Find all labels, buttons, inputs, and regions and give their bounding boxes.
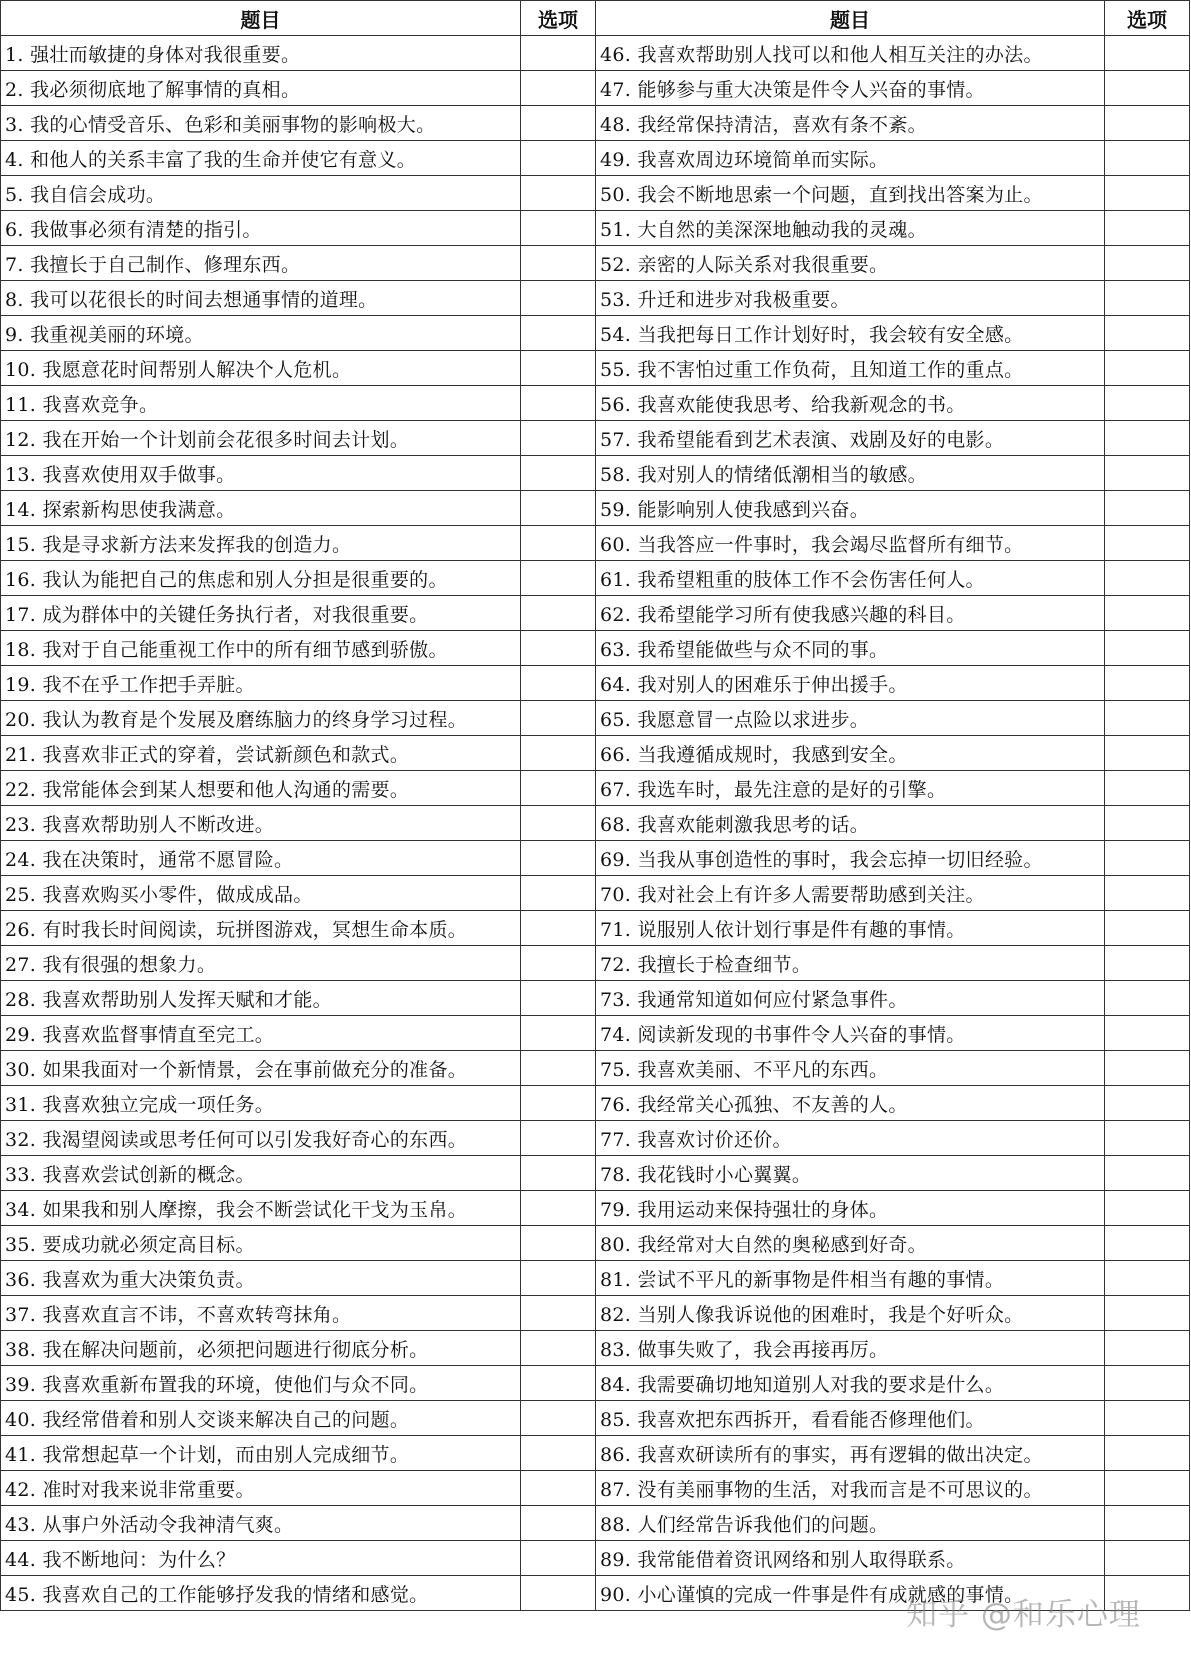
question-text: 29. 我喜欢监督事情直至完工。: [1, 1016, 521, 1051]
table-row: [1, 1261, 1190, 1296]
table-row: [1, 1051, 1190, 1086]
option-cell[interactable]: [1105, 1121, 1190, 1156]
question-text: 88. 人们经常告诉我他们的问题。: [596, 1506, 1105, 1541]
option-cell[interactable]: [521, 141, 596, 176]
table-row: [1, 1436, 1190, 1471]
question-text: 75. 我喜欢美丽、不平凡的东西。: [596, 1051, 1105, 1086]
table-row: [1, 876, 1190, 911]
option-cell[interactable]: [1105, 1191, 1190, 1226]
table-row: [1, 491, 1190, 526]
question-text: 37. 我喜欢直言不讳，不喜欢转弯抹角。: [1, 1296, 521, 1331]
option-cell[interactable]: [1105, 316, 1190, 351]
table-row: [1, 701, 1190, 736]
question-text: 39. 我喜欢重新布置我的环境，使他们与众不同。: [1, 1366, 521, 1401]
option-cell[interactable]: [521, 1016, 596, 1051]
question-text: 38. 我在解决问题前，必须把问题进行彻底分析。: [1, 1331, 521, 1366]
option-cell[interactable]: [521, 246, 596, 281]
question-text: 74. 阅读新发现的书事件令人兴奋的事情。: [596, 1016, 1105, 1051]
question-text: 5. 我自信会成功。: [1, 176, 521, 211]
option-cell[interactable]: [521, 1121, 596, 1156]
question-text: 41. 我常想起草一个计划，而由别人完成细节。: [1, 1436, 521, 1471]
option-cell[interactable]: [521, 526, 596, 561]
header-option-right: 选项: [1105, 1, 1190, 36]
table-row: [1, 141, 1190, 176]
question-text: 43. 从事户外活动令我神清气爽。: [1, 1506, 521, 1541]
table-row: [1, 1471, 1190, 1506]
option-cell[interactable]: [521, 1401, 596, 1436]
option-cell[interactable]: [1105, 1541, 1190, 1576]
question-text: 4. 和他人的关系丰富了我的生命并使它有意义。: [1, 141, 521, 176]
option-cell[interactable]: [1105, 981, 1190, 1016]
question-text: 2. 我必须彻底地了解事情的真相。: [1, 71, 521, 106]
question-text: 55. 我不害怕过重工作负荷，且知道工作的重点。: [596, 351, 1105, 386]
option-cell[interactable]: [1105, 1366, 1190, 1401]
question-text: 45. 我喜欢自己的工作能够抒发我的情绪和感觉。: [1, 1576, 521, 1611]
question-text: 21. 我喜欢非正式的穿着，尝试新颜色和款式。: [1, 736, 521, 771]
question-text: 42. 准时对我来说非常重要。: [1, 1471, 521, 1506]
option-cell[interactable]: [1105, 561, 1190, 596]
table-row: [1, 981, 1190, 1016]
option-cell[interactable]: [521, 1156, 596, 1191]
option-cell[interactable]: [521, 1366, 596, 1401]
question-text: 64. 我对别人的困难乐于伸出援手。: [596, 666, 1105, 701]
option-cell[interactable]: [1105, 1156, 1190, 1191]
table-row: [1, 246, 1190, 281]
option-cell[interactable]: [521, 1261, 596, 1296]
question-text: 26. 有时我长时间阅读，玩拼图游戏，冥想生命本质。: [1, 911, 521, 946]
option-cell[interactable]: [1105, 701, 1190, 736]
option-cell[interactable]: [1105, 246, 1190, 281]
option-cell[interactable]: [521, 841, 596, 876]
question-text: 44. 我不断地问：为什么？: [1, 1541, 521, 1576]
option-cell[interactable]: [1105, 666, 1190, 701]
question-text: 34. 如果我和别人摩擦，我会不断尝试化干戈为玉帛。: [1, 1191, 521, 1226]
option-cell[interactable]: [1105, 1086, 1190, 1121]
option-cell[interactable]: [1105, 1261, 1190, 1296]
question-text: 61. 我希望粗重的肢体工作不会伤害任何人。: [596, 561, 1105, 596]
option-cell[interactable]: [521, 421, 596, 456]
option-cell[interactable]: [1105, 491, 1190, 526]
question-text: 52. 亲密的人际关系对我很重要。: [596, 246, 1105, 281]
question-text: 49. 我喜欢周边环境简单而实际。: [596, 141, 1105, 176]
option-cell[interactable]: [521, 561, 596, 596]
option-cell[interactable]: [1105, 946, 1190, 981]
option-cell[interactable]: [521, 1086, 596, 1121]
option-cell[interactable]: [1105, 1576, 1190, 1611]
question-text: 9. 我重视美丽的环境。: [1, 316, 521, 351]
question-text: 40. 我经常借着和别人交谈来解决自己的问题。: [1, 1401, 521, 1436]
option-cell[interactable]: [1105, 806, 1190, 841]
option-cell[interactable]: [1105, 1331, 1190, 1366]
question-text: 59. 能影响别人使我感到兴奋。: [596, 491, 1105, 526]
question-text: 53. 升迁和进步对我极重要。: [596, 281, 1105, 316]
question-text: 57. 我希望能看到艺术表演、戏剧及好的电影。: [596, 421, 1105, 456]
option-cell[interactable]: [1105, 526, 1190, 561]
option-cell[interactable]: [1105, 1051, 1190, 1086]
table-row: [1, 211, 1190, 246]
question-text: 81. 尝试不平凡的新事物是件相当有趣的事情。: [596, 1261, 1105, 1296]
option-cell[interactable]: [521, 631, 596, 666]
option-cell[interactable]: [521, 736, 596, 771]
option-cell[interactable]: [521, 316, 596, 351]
option-cell[interactable]: [521, 176, 596, 211]
table-row: [1, 806, 1190, 841]
option-cell[interactable]: [521, 876, 596, 911]
table-row: [1, 36, 1190, 71]
question-text: 47. 能够参与重大决策是件令人兴奋的事情。: [596, 71, 1105, 106]
question-text: 27. 我有很强的想象力。: [1, 946, 521, 981]
option-cell[interactable]: [1105, 1016, 1190, 1051]
option-cell[interactable]: [1105, 876, 1190, 911]
question-text: 65. 我愿意冒一点险以求进步。: [596, 701, 1105, 736]
question-text: 71. 说服别人依计划行事是件有趣的事情。: [596, 911, 1105, 946]
option-cell[interactable]: [1105, 1401, 1190, 1436]
question-text: 80. 我经常对大自然的奥秘感到好奇。: [596, 1226, 1105, 1261]
question-text: 73. 我通常知道如何应付紧急事件。: [596, 981, 1105, 1016]
option-cell[interactable]: [1105, 1296, 1190, 1331]
option-cell[interactable]: [1105, 911, 1190, 946]
question-text: 35. 要成功就必须定高目标。: [1, 1226, 521, 1261]
table-row: [1, 1191, 1190, 1226]
option-cell[interactable]: [521, 1191, 596, 1226]
option-cell[interactable]: [521, 386, 596, 421]
option-cell[interactable]: [521, 456, 596, 491]
option-cell[interactable]: [521, 491, 596, 526]
option-cell[interactable]: [1105, 351, 1190, 386]
table-row: [1, 386, 1190, 421]
option-cell[interactable]: [1105, 736, 1190, 771]
option-cell[interactable]: [1105, 841, 1190, 876]
question-text: 87. 没有美丽事物的生活，对我而言是不可思议的。: [596, 1471, 1105, 1506]
table-row: [1, 106, 1190, 141]
option-cell[interactable]: [1105, 771, 1190, 806]
question-text: 10. 我愿意花时间帮别人解决个人危机。: [1, 351, 521, 386]
question-text: 7. 我擅长于自己制作、修理东西。: [1, 246, 521, 281]
table-row: [1, 281, 1190, 316]
question-text: 12. 我在开始一个计划前会花很多时间去计划。: [1, 421, 521, 456]
option-cell[interactable]: [521, 1506, 596, 1541]
option-cell[interactable]: [521, 946, 596, 981]
question-text: 78. 我花钱时小心翼翼。: [596, 1156, 1105, 1191]
table-row: [1, 1016, 1190, 1051]
watermark: 知乎 @和乐心理: [906, 1597, 1141, 1633]
header-question-left: 题目: [1, 1, 521, 36]
question-text: 67. 我选车时，最先注意的是好的引擎。: [596, 771, 1105, 806]
option-cell[interactable]: [521, 911, 596, 946]
header-row: [1, 1, 1190, 36]
option-cell[interactable]: [521, 1541, 596, 1576]
question-text: 22. 我常能体会到某人想要和他人沟通的需要。: [1, 771, 521, 806]
option-cell[interactable]: [1105, 1506, 1190, 1541]
question-text: 82. 当别人像我诉说他的困难时，我是个好听众。: [596, 1296, 1105, 1331]
question-text: 16. 我认为能把自己的焦虑和别人分担是很重要的。: [1, 561, 521, 596]
table-row: [1, 631, 1190, 666]
question-text: 1. 强壮而敏捷的身体对我很重要。: [1, 36, 521, 71]
option-cell[interactable]: [521, 596, 596, 631]
question-text: 11. 我喜欢竞争。: [1, 386, 521, 421]
question-text: 56. 我喜欢能使我思考、给我新观念的书。: [596, 386, 1105, 421]
table-row: [1, 1156, 1190, 1191]
option-cell[interactable]: [521, 806, 596, 841]
question-text: 54. 当我把每日工作计划好时，我会较有安全感。: [596, 316, 1105, 351]
question-text: 86. 我喜欢研读所有的事实，再有逻辑的做出决定。: [596, 1436, 1105, 1471]
option-cell[interactable]: [1105, 1436, 1190, 1471]
table-row: [1, 316, 1190, 351]
table-row: [1, 771, 1190, 806]
option-cell[interactable]: [521, 1331, 596, 1366]
option-cell[interactable]: [521, 351, 596, 386]
question-text: 69. 当我从事创造性的事时，我会忘掉一切旧经验。: [596, 841, 1105, 876]
question-text: 51. 大自然的美深深地触动我的灵魂。: [596, 211, 1105, 246]
question-text: 8. 我可以花很长的时间去想通事情的道理。: [1, 281, 521, 316]
table-row: [1, 1541, 1190, 1576]
question-text: 3. 我的心情受音乐、色彩和美丽事物的影响极大。: [1, 106, 521, 141]
option-cell[interactable]: [521, 666, 596, 701]
option-cell[interactable]: [1105, 631, 1190, 666]
question-text: 17. 成为群体中的关键任务执行者，对我很重要。: [1, 596, 521, 631]
question-text: 60. 当我答应一件事时，我会竭尽监督所有细节。: [596, 526, 1105, 561]
option-cell[interactable]: [1105, 386, 1190, 421]
option-cell[interactable]: [521, 771, 596, 806]
table-row: [1, 1296, 1190, 1331]
option-cell[interactable]: [521, 981, 596, 1016]
table-row: [1, 736, 1190, 771]
table-row: [1, 911, 1190, 946]
question-text: 15. 我是寻求新方法来发挥我的创造力。: [1, 526, 521, 561]
question-text: 66. 当我遵循成规时，我感到安全。: [596, 736, 1105, 771]
table-row: [1, 421, 1190, 456]
question-text: 28. 我喜欢帮助别人发挥天赋和才能。: [1, 981, 521, 1016]
option-cell[interactable]: [521, 1051, 596, 1086]
table-row: [1, 351, 1190, 386]
question-text: 31. 我喜欢独立完成一项任务。: [1, 1086, 521, 1121]
option-cell[interactable]: [521, 281, 596, 316]
option-cell[interactable]: [1105, 211, 1190, 246]
header-question-right: 题目: [596, 1, 1105, 36]
question-text: 62. 我希望能学习所有使我感兴趣的科目。: [596, 596, 1105, 631]
option-cell[interactable]: [1105, 36, 1190, 71]
option-cell[interactable]: [521, 1576, 596, 1611]
table-row: [1, 841, 1190, 876]
question-text: 18. 我对于自己能重视工作中的所有细节感到骄傲。: [1, 631, 521, 666]
question-text: 79. 我用运动来保持强壮的身体。: [596, 1191, 1105, 1226]
question-text: 36. 我喜欢为重大决策负责。: [1, 1261, 521, 1296]
question-text: 33. 我喜欢尝试创新的概念。: [1, 1156, 521, 1191]
table-row: [1, 1366, 1190, 1401]
table-row: [1, 1331, 1190, 1366]
question-text: 63. 我希望能做些与众不同的事。: [596, 631, 1105, 666]
option-cell[interactable]: [1105, 281, 1190, 316]
option-cell[interactable]: [521, 1436, 596, 1471]
option-cell[interactable]: [1105, 421, 1190, 456]
option-cell[interactable]: [521, 106, 596, 141]
option-cell[interactable]: [521, 71, 596, 106]
question-text: 84. 我需要确切地知道别人对我的要求是什么。: [596, 1366, 1105, 1401]
option-cell[interactable]: [1105, 1226, 1190, 1261]
question-text: 58. 我对别人的情绪低潮相当的敏感。: [596, 456, 1105, 491]
option-cell[interactable]: [1105, 1471, 1190, 1506]
question-text: 32. 我渴望阅读或思考任何可以引发我好奇心的东西。: [1, 1121, 521, 1156]
question-text: 90. 小心谨慎的完成一件事是件有成就感的事情。: [596, 1576, 1105, 1611]
table-row: [1, 71, 1190, 106]
question-text: 83. 做事失败了，我会再接再厉。: [596, 1331, 1105, 1366]
question-text: 23. 我喜欢帮助别人不断改进。: [1, 806, 521, 841]
option-cell[interactable]: [521, 211, 596, 246]
option-cell[interactable]: [521, 1471, 596, 1506]
table-row: [1, 596, 1190, 631]
question-text: 19. 我不在乎工作把手弄脏。: [1, 666, 521, 701]
table-row: [1, 561, 1190, 596]
table-row: [1, 1401, 1190, 1436]
option-cell[interactable]: [1105, 456, 1190, 491]
question-text: 25. 我喜欢购买小零件，做成成品。: [1, 876, 521, 911]
question-text: 68. 我喜欢能刺激我思考的话。: [596, 806, 1105, 841]
question-text: 77. 我喜欢讨价还价。: [596, 1121, 1105, 1156]
table-row: [1, 666, 1190, 701]
option-cell[interactable]: [1105, 596, 1190, 631]
question-text: 72. 我擅长于检查细节。: [596, 946, 1105, 981]
header-option-left: 选项: [521, 1, 596, 36]
table-row: [1, 1226, 1190, 1261]
table-row: [1, 1121, 1190, 1156]
option-cell[interactable]: [521, 1226, 596, 1261]
option-cell[interactable]: [521, 1296, 596, 1331]
question-text: 46. 我喜欢帮助别人找可以和他人相互关注的办法。: [596, 36, 1105, 71]
option-cell[interactable]: [1105, 176, 1190, 211]
option-cell[interactable]: [521, 701, 596, 736]
question-text: 6. 我做事必须有清楚的指引。: [1, 211, 521, 246]
table-row: [1, 1086, 1190, 1121]
question-text: 89. 我常能借着资讯网络和别人取得联系。: [596, 1541, 1105, 1576]
question-text: 48. 我经常保持清洁，喜欢有条不紊。: [596, 106, 1105, 141]
option-cell[interactable]: [1105, 141, 1190, 176]
option-cell[interactable]: [1105, 106, 1190, 141]
table-row: [1, 1506, 1190, 1541]
table-row: [1, 946, 1190, 981]
table-row: [1, 456, 1190, 491]
table-row: [1, 526, 1190, 561]
question-text: 85. 我喜欢把东西拆开，看看能否修理他们。: [596, 1401, 1105, 1436]
question-text: 14. 探索新构思使我满意。: [1, 491, 521, 526]
question-text: 50. 我会不断地思索一个问题，直到找出答案为止。: [596, 176, 1105, 211]
option-cell[interactable]: [1105, 71, 1190, 106]
question-text: 76. 我经常关心孤独、不友善的人。: [596, 1086, 1105, 1121]
question-text: 30. 如果我面对一个新情景，会在事前做充分的准备。: [1, 1051, 521, 1086]
question-text: 13. 我喜欢使用双手做事。: [1, 456, 521, 491]
option-cell[interactable]: [521, 36, 596, 71]
table-row: [1, 176, 1190, 211]
question-text: 24. 我在决策时，通常不愿冒险。: [1, 841, 521, 876]
question-text: 20. 我认为教育是个发展及磨练脑力的终身学习过程。: [1, 701, 521, 736]
question-text: 70. 我对社会上有许多人需要帮助感到关注。: [596, 876, 1105, 911]
table-row: [1, 1576, 1190, 1611]
